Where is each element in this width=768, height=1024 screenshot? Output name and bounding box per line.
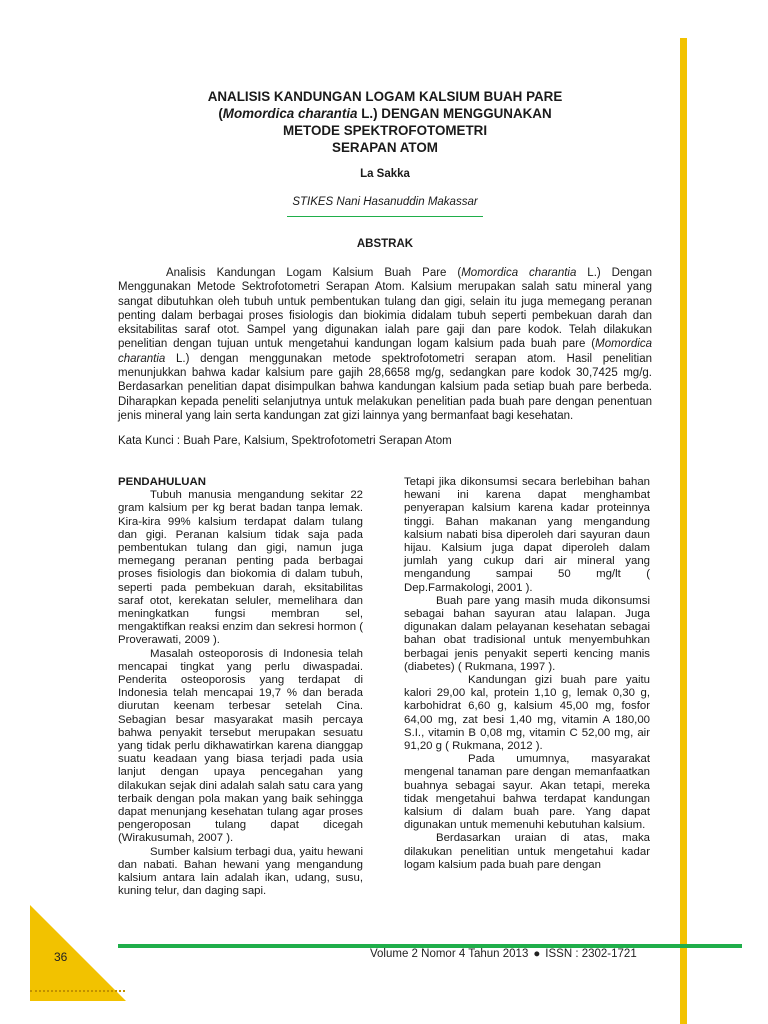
- title-line-3: METODE SPEKTROFOTOMETRI: [282, 123, 488, 138]
- affiliation-divider: [287, 216, 483, 217]
- page-number: 36: [54, 950, 68, 964]
- body-paragraph: Pada umumnya, masyarakat mengenal tanaman pare dengan memanfaatkan buahnya sebagai sayur. Akan tetapi, mereka tidak mengetahui bahwa terdapat kandungan kalsium di dalam buah pare. Yang dapat digunakan untuk memenuhi kebutuhan kalsium.: [404, 753, 650, 832]
- abstract-text-1: Analisis Kandungan Logam Kalsium Buah Pare (: [166, 267, 462, 279]
- abstract-heading: ABSTRAK: [356, 238, 414, 250]
- author-affiliation: STIKES Nani Hasanuddin Makassar: [292, 196, 478, 208]
- title-line-2-rest: L.) DENGAN MENGGUNAKAN: [357, 106, 552, 121]
- right-accent-bar: [680, 38, 687, 1024]
- body-paragraph: Tubuh manusia mengandung sekitar 22 gram kalsium per kg berat badan tanpa lemak. Kira-kira 99% kalsium terdapat dalam tulang dan gigi. Peranan kalsium tidak saja pada pembentukan tulang dan gigi, namun juga memegang peranan penting pada berbagai proses fisiologis dan biokomia di dalam tubuh, seperti pada pembekuan darah, eksitabilitas saraf otot, kerekatan seluler, memelihara dan meningkatkan fungsi membran sel, mengaktifkan reaksi enzim dan sekresi hormon ( Proverawati, 2009 ).: [118, 489, 364, 647]
- title-species-name: Momordica charantia: [222, 106, 358, 121]
- keywords: Kata Kunci : Buah Pare, Kalsium, Spektrofotometri Serapan Atom: [118, 435, 452, 447]
- body-paragraph: Berdasarkan uraian di atas, maka dilakukan penelitian untuk mengetahui kadar logam kalsium pada buah pare dengan: [404, 832, 650, 871]
- title-line-1: ANALISIS KANDUNGAN LOGAM KALSIUM BUAH PARE: [207, 89, 563, 104]
- abstract-paragraph: [118, 266, 652, 423]
- abstract-species-1: Momordica charantia: [461, 267, 577, 279]
- corner-triangle-decoration: [30, 905, 126, 1001]
- corner-dotted-line: [30, 990, 125, 992]
- body-paragraph: Buah pare yang masih muda dikonsumsi sebagai bahan sayuran atau lalapan. Juga digunakan dalam pelayanan kesehatan sebagai bahan obat tradisional untuk menyembuhkan berbagai jenis penyakit seperti kencing manis (diabetes) ( Rukmana, 1997 ).: [404, 594, 650, 673]
- body-paragraph: Tetapi jika dikonsumsi secara berlebihan bahan hewani ini karena dapat menghambat penyerapan kalsium karena kadar proteinnya tinggi. Bahan makanan yang mengandung kalsium nabati bisa diperoleh dari sayuran daun hijau. Kalsium juga dapat diperoleh dalam jumlah yang cukup dari air mineral yang mengandung sampai 50 mg/lt ( Dep.Farmakologi, 2001 ).: [404, 476, 650, 594]
- abstract-body: [118, 266, 652, 423]
- paper-title: [150, 88, 620, 156]
- author-name: La Sakka: [360, 168, 410, 180]
- abstract-species-2: Momordica charantia: [118, 338, 652, 365]
- body-paragraph: Masalah osteoporosis di Indonesia telah mencapai tingkat yang perlu diwaspadai. Penderita osteoporosis yang terdapat di Indonesia telah mencapai 19,7 % dan berada diurutan keenam terbesar setelah Cina. Sebagian besar masyarakat masih percaya bahwa penyakit tersebut merupakan sesuatu yang tidak perlu dikhawatirkan karena dianggap suatu keadaan yang biasa terjadi pada usia lanjut dengan upaya pencegahan yang dilakukan sejak dini adalah salah satu cara yang terbaik dengan pola makan yang baik sehingga dapat menunjang kesehatan tulang agar proses pengeroposan tulang dapat dicegah (Wirakusumah, 2007 ).: [118, 647, 363, 845]
- left-column: [118, 476, 363, 899]
- title-line-4: SERAPAN ATOM: [332, 140, 438, 155]
- abstract-text-2: L.) Dengan Menggunakan Metode Sektrofotometri Serapan Atom. Kalsium merupakan salah satu mineral yang sangat dibutuhkan oleh tubuh untuk pembentukan tulang dan gigi, selain itu juga memegang peranan penting dalam berbagai proses fisiologis dan biokimia didalam tubuh seperti pembekuan darah dan eksitabilitas saraf otot. Sampel yang digunakan ialah pare gaji dan pare kodok. Telah dilakukan penelitian dengan tujuan untuk mengetahui kandungan logam kalsium pada buah pare (: [118, 267, 652, 351]
- section-heading-pendahuluan: PENDAHULUAN: [118, 476, 206, 488]
- body-paragraph: Kandungan gizi buah pare yaitu kalori 29,00 kal, protein 1,10 g, lemak 0,30 g, karbohidrat 6,60 g, kalsium 45,00 mg, fosfor 64,00 mg, zat besi 1,40 mg, vitamin A 180,00 S.I., vitamin B 0,08 mg, vitamin C 52,00 mg, air 91,20 g ( Rukmana, 2012 ).: [404, 674, 650, 753]
- title-open-paren: (: [218, 106, 223, 121]
- body-paragraph: Sumber kalsium terbagi dua, yaitu hewani dan nabati. Bahan hewani yang mengandung kalsium antara lain adalah ikan, udang, susu, kuning telur, dan daging sapi.: [118, 845, 363, 898]
- abstract-text-3: L.) dengan menggunakan metode spektrofotometri serapan atom. Hasil penelitian menunjukkan bahwa kadar kalsium pare gajih 28,6658 mg/g, sedangkan pare kodok 30,7425 mg/g. Berdasarkan penelitian dapat disimpulkan bahwa kandungan kalsium pada setiap buah pare berbeda. Diharapkan kepada peneliti selanjutnya untuk melakukan penelitian pada buah pare dengan penentuan jenis mineral yang lain serta kandungan zat gizi lainnya yang bermanfaat bagi kesehatan.: [118, 352, 652, 422]
- bullet-icon: ●: [533, 948, 541, 960]
- right-column: [404, 476, 650, 872]
- volume-info: Volume 2 Nomor 4 Tahun 2013: [370, 948, 529, 960]
- issn-info: ISSN : 2302-1721: [545, 948, 637, 960]
- journal-footer: [370, 948, 670, 960]
- title-line-2: [150, 105, 620, 122]
